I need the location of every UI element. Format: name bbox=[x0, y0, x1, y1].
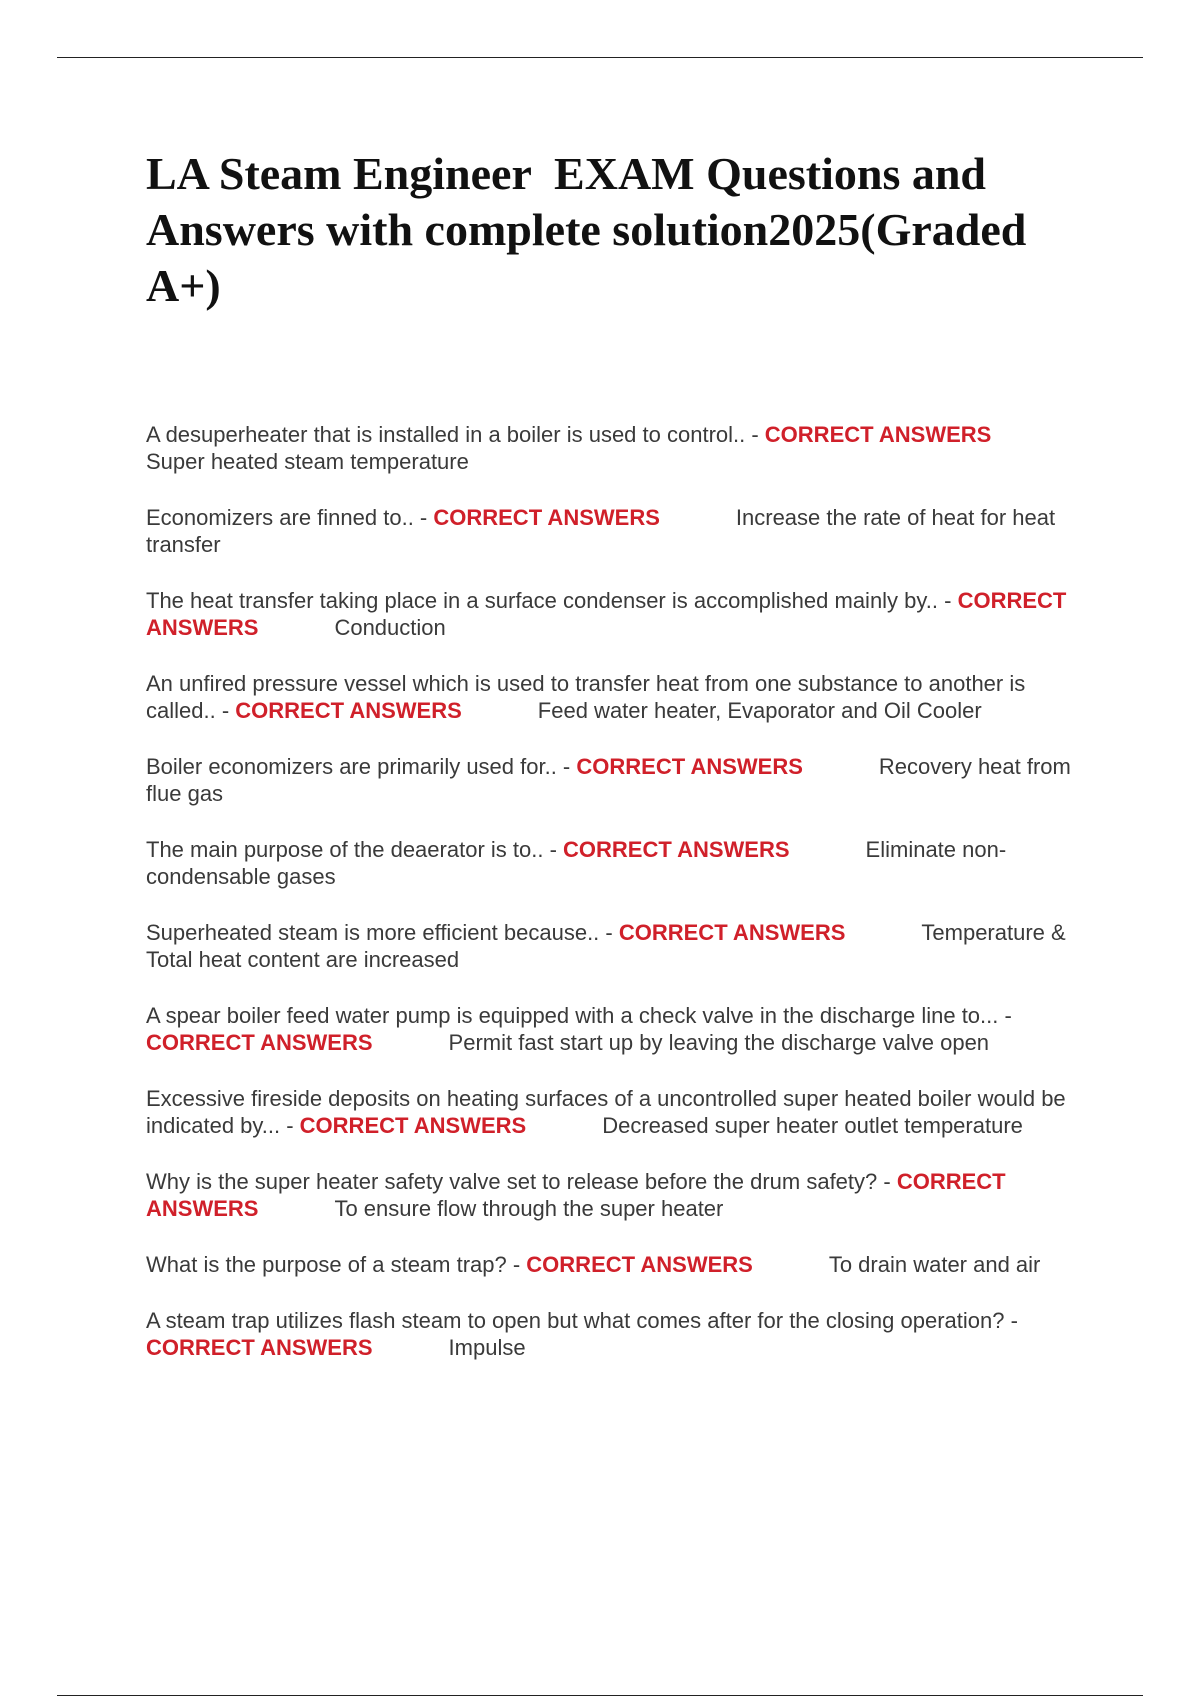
correct-answers-label: CORRECT ANSWERS bbox=[146, 1335, 373, 1360]
question-text: A desuperheater that is installed in a boiler is used to control.. - bbox=[146, 422, 765, 447]
qa-item bbox=[146, 421, 1096, 475]
qa-item bbox=[146, 587, 1096, 641]
question-text: What is the purpose of a steam trap? - bbox=[146, 1252, 527, 1277]
answer-text: Temperature & Total heat content are increased bbox=[146, 920, 1066, 972]
correct-answers-label: CORRECT ANSWERS bbox=[576, 754, 803, 779]
correct-answers-label: CORRECT ANSWERS bbox=[146, 1030, 373, 1055]
document-title: LA Steam Engineer EXAM Questions and Answers with complete solution2025(Graded A+) bbox=[146, 148, 1036, 311]
question-text: The heat transfer taking place in a surface condenser is accomplished mainly by.. - bbox=[146, 588, 958, 613]
qa-item bbox=[146, 1085, 1096, 1139]
qa-item bbox=[146, 670, 1096, 724]
answer-text: Super heated steam temperature bbox=[146, 449, 469, 474]
answer-text: Decreased super heater outlet temperature bbox=[602, 1113, 1023, 1138]
correct-answers-label: CORRECT ANSWERS bbox=[235, 698, 462, 723]
qa-item bbox=[146, 919, 1096, 973]
question-text: Economizers are finned to.. - bbox=[146, 505, 434, 530]
answer-text: Eliminate non-condensable gases bbox=[146, 837, 1007, 889]
correct-answers-label: CORRECT ANSWERS bbox=[563, 837, 790, 862]
qa-item bbox=[146, 836, 1096, 890]
correct-answers-label: CORRECT ANSWERS bbox=[618, 920, 846, 945]
question-text: Boiler economizers are primarily used for.. - bbox=[146, 754, 577, 779]
correct-answers-label: CORRECT ANSWERS bbox=[433, 505, 660, 530]
qa-item bbox=[146, 1251, 1096, 1278]
answer-text: Feed water heater, Evaporator and Oil Cooler bbox=[537, 698, 982, 723]
correct-answers-label: CORRECT ANSWERS bbox=[146, 1169, 1006, 1221]
question-text: The main purpose of the deaerator is to.. - bbox=[146, 837, 564, 862]
qa-item bbox=[146, 1002, 1096, 1056]
question-text: Superheated steam is more efficient because.. - bbox=[146, 920, 619, 945]
correct-answers-label: CORRECT ANSWERS bbox=[146, 588, 1067, 640]
qa-list bbox=[146, 421, 1096, 1390]
answer-text: Permit fast start up by leaving the discharge valve open bbox=[448, 1030, 990, 1055]
bottom-rule bbox=[57, 1695, 1143, 1696]
correct-answers-label: CORRECT ANSWERS bbox=[526, 1252, 753, 1277]
qa-item bbox=[146, 504, 1096, 558]
answer-text: Increase the rate of heat for heat transfer bbox=[146, 505, 1056, 557]
top-rule bbox=[57, 57, 1143, 58]
qa-item bbox=[146, 1307, 1096, 1361]
qa-item bbox=[146, 753, 1096, 807]
answer-text: To ensure flow through the super heater bbox=[334, 1196, 724, 1221]
answer-text: Impulse bbox=[448, 1335, 526, 1360]
answer-text: Conduction bbox=[334, 615, 446, 640]
correct-answers-label: CORRECT ANSWERS bbox=[299, 1113, 527, 1138]
question-text: Excessive fireside deposits on heating surfaces of a uncontrolled super heated boiler would be indicated by... - bbox=[146, 1086, 1066, 1138]
question-text: Why is the super heater safety valve set to release before the drum safety? - bbox=[146, 1169, 897, 1194]
answer-text: Recovery heat from flue gas bbox=[146, 754, 1071, 806]
qa-item bbox=[146, 1168, 1096, 1222]
answer-text: To drain water and air bbox=[828, 1252, 1041, 1277]
question-text: An unfired pressure vessel which is used to transfer heat from one substance to another is called.. - bbox=[146, 671, 1026, 723]
correct-answers-label: CORRECT ANSWERS bbox=[764, 422, 992, 447]
question-text: A spear boiler feed water pump is equipped with a check valve in the discharge line to... - bbox=[146, 1003, 1012, 1028]
question-text: A steam trap utilizes flash steam to open but what comes after for the closing operation? - bbox=[146, 1308, 1018, 1333]
